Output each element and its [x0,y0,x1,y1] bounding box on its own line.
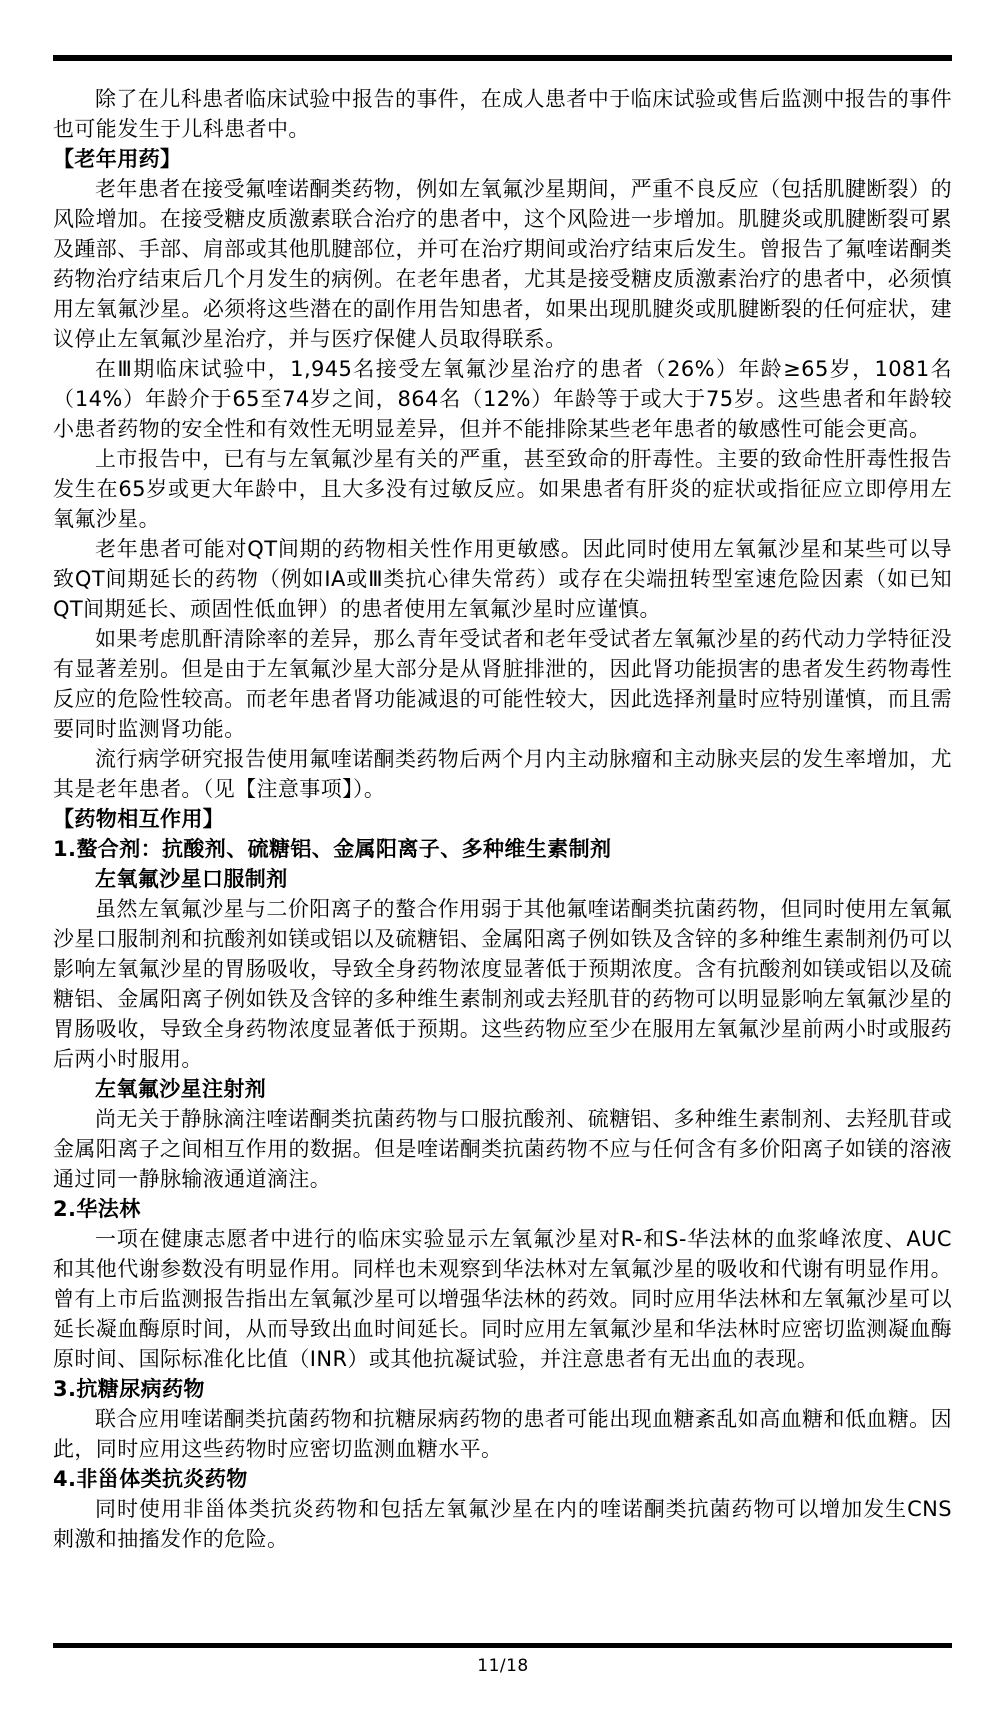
numbered-heading-warfarin: 2.华法林 [53,1197,141,1221]
page-number: 11/18 [477,1656,529,1676]
paragraph-nsaids: 同时使用非甾体类抗炎药物和包括左氧氟沙星在内的喹诺酮类抗菌药物可以增加发生CNS刺激和抽搐发作的危险。 [53,1497,952,1551]
paragraph-phase3-trials: 在Ⅲ期临床试验中，1,945名接受左氧氟沙星治疗的患者（26%）年龄≥65岁，1081名（14%）年龄介于65至74岁之间，864名（12%）年龄等于或大于75岁。这些患者和年龄较小患者药物的安全性和有效性无明显差异，但并不能排除某些老年患者的敏感性可能会更高。 [53,357,952,441]
paragraph-antidiabetics: 联合应用喹诺酮类抗菌药物和抗糖尿病药物的患者可能出现血糖紊乱如高血糖和低血糖。因此，同时应用这些药物时应密切监测血糖水平。 [53,1407,952,1461]
paragraph-oral-absorption: 虽然左氧氟沙星与二价阳离子的螯合作用弱于其他氟喹诺酮类抗菌药物，但同时使用左氧氟沙星口服制剂和抗酸剂如镁或铝以及硫糖铝、金属阳离子例如铁及含锌的多种维生素制剂仍可以影响左氧氟沙星的胃肠吸收，导致全身药物浓度显著低于预期浓度。含有抗酸剂如镁或铝以及硫糖铝、金属阳离子例如铁及含锌的多种维生素制剂或去羟肌苷的药物可以明显影响左氧氟沙星的胃肠吸收，导致全身药物浓度显著低于预期。这些药物应至少在服用左氧氟沙星前两小时或服药后两小时服用。 [53,897,952,1071]
paragraph-injection-interaction: 尚无关于静脉滴注喹诺酮类抗菌药物与口服抗酸剂、硫糖铝、多种维生素制剂、去羟肌苷或金属阳离子之间相互作用的数据。但是喹诺酮类抗菌药物不应与任何含有多价阳离子如镁的溶液通过同一静脉输液通道滴注。 [53,1107,952,1191]
section-heading-drug-interactions: 【药物相互作用】 [53,807,225,831]
section-heading-geriatric-use: 【老年用药】 [53,147,182,171]
subheading-oral-formulation: 左氧氟沙星口服制剂 [95,867,288,891]
numbered-heading-antidiabetics: 3.抗糖尿病药物 [53,1377,205,1401]
paragraph-warfarin: 一项在健康志愿者中进行的临床实验显示左氧氟沙星对R-和S-华法林的血浆峰浓度、AUC和其他代谢参数没有明显作用。同样也未观察到华法林对左氧氟沙星的吸收和代谢有明显作用。曾有上市后监测报告指出左氧氟沙星可以增强华法林的药效。同时应用华法林和左氧氟沙星可以延长凝血酶原时间，从而导致出血时间延长。同时应用左氧氟沙星和华法林时应密切监测凝血酶原时间、国际标准化比值（INR）或其他抗凝试验，并注意患者有无出血的表现。 [53,1227,952,1371]
paragraph-hepatotoxicity: 上市报告中，已有与左氧氟沙星有关的严重，甚至致命的肝毒性。主要的致命性肝毒性报告发生在65岁或更大年龄中，且大多没有过敏反应。如果患者有肝炎的症状或指征应立即停用左氧氟沙星。 [53,447,952,531]
numbered-heading-chelates: 1.螯合剂：抗酸剂、硫糖铝、金属阳离子、多种维生素制剂 [53,837,612,861]
footer-rule [53,1643,952,1648]
paragraph-aortic-aneurysm: 流行病学研究报告使用氟喹诺酮类药物后两个月内主动脉瘤和主动脉夹层的发生率增加，尤其是老年患者。（见【注意事项】）。 [53,747,952,801]
paragraph-qt-interval: 老年患者可能对QT间期的药物相关性作用更敏感。因此同时使用左氧氟沙星和某些可以导致QT间期延长的药物（例如IA或Ⅲ类抗心律失常药）或存在尖端扭转型室速危险因素（如已知QT间期延长、顽固性低血钾）的患者使用左氧氟沙星时应谨慎。 [53,537,952,621]
paragraph-pediatric-note: 除了在儿科患者临床试验中报告的事件，在成人患者中于临床试验或售后监测中报告的事件也可能发生于儿科患者中。 [53,87,952,141]
document-content [53,84,952,1554]
numbered-heading-nsaids: 4.非甾体类抗炎药物 [53,1467,248,1491]
paragraph-tendon-risk: 老年患者在接受氟喹诺酮类药物，例如左氧氟沙星期间，严重不良反应（包括肌腱断裂）的风险增加。在接受糖皮质激素联合治疗的患者中，这个风险进一步增加。肌腱炎或肌腱断裂可累及踵部、手部、肩部或其他肌腱部位，并可在治疗期间或治疗结束后发生。曾报告了氟喹诺酮类药物治疗结束后几个月发生的病例。在老年患者，尤其是接受糖皮质激素治疗的患者中，必须慎用左氧氟沙星。必须将这些潜在的副作用告知患者，如果出现肌腱炎或肌腱断裂的任何症状，建议停止左氧氟沙星治疗，并与医疗保健人员取得联系。 [53,177,952,351]
subheading-injection-formulation: 左氧氟沙星注射剂 [95,1077,267,1101]
paragraph-renal-function: 如果考虑肌酐清除率的差异，那么青年受试者和老年受试者左氧氟沙星的药代动力学特征没有显著差别。但是由于左氧氟沙星大部分是从肾脏排泄的，因此肾功能损害的患者发生药物毒性反应的危险性较高。而老年患者肾功能减退的可能性较大，因此选择剂量时应特别谨慎，而且需要同时监测肾功能。 [53,627,952,741]
top-rule [53,55,952,61]
